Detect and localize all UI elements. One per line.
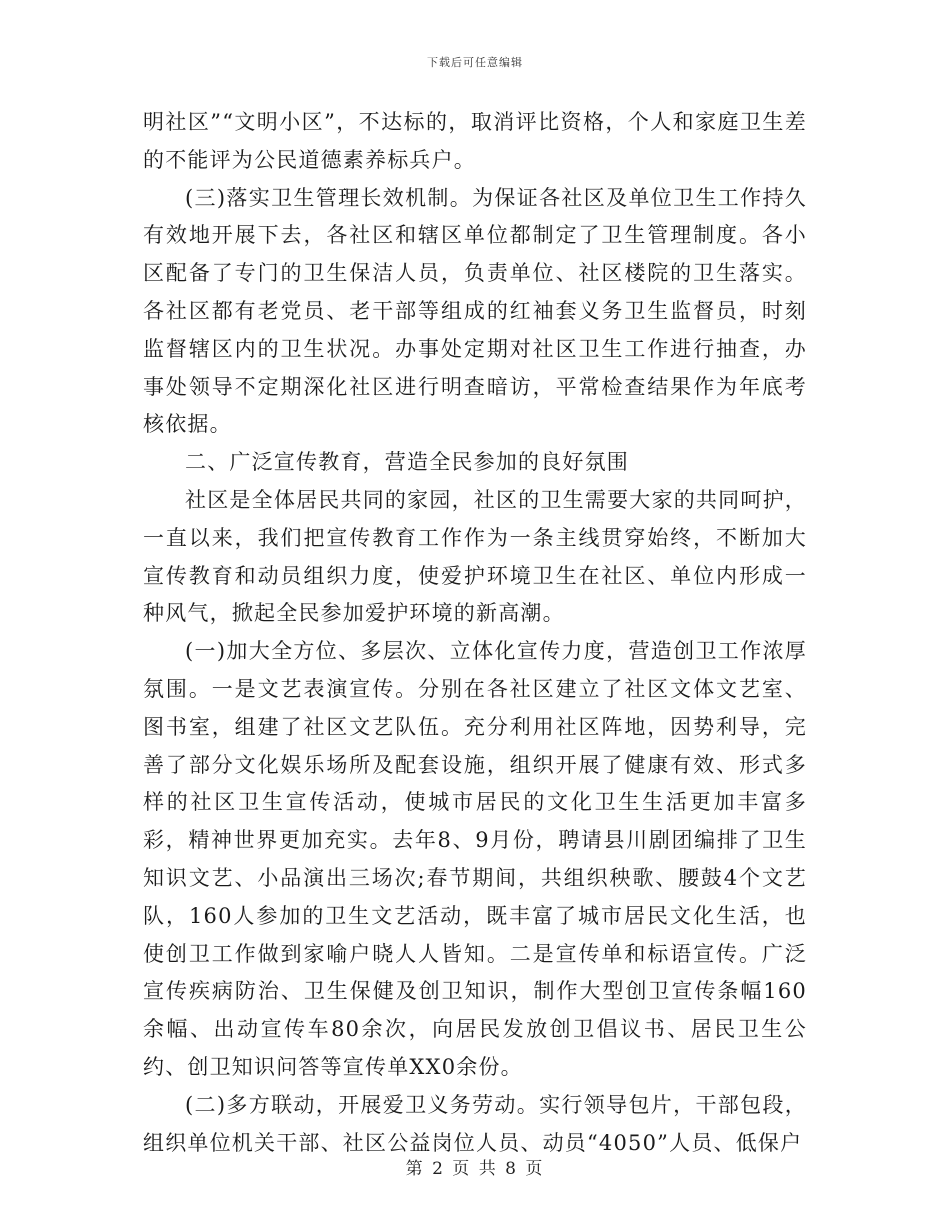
paragraph-subsection-1: (一)加大全方位、多层次、立体化宣传力度，营造创卫工作浓厚氛围。一是文艺表演宣传。分别在各社区建立了社区文体文艺室、图书室，组建了社区文艺队伍。充分利用社区阵地，因势利导，完善了部分文化娱乐场所及配套设施，组织开展了健康有效、形式多样的社区卫生宣传活动，使城市居民的文化卫生生活更加丰富多彩，精神世界更加充实。去年8、9月份，聘请县川剧团编排了卫生知识文艺、小品演出三场次;春节期间，共组织秧歌、腰鼓4个文艺队，160人参加的卫生文艺活动，既丰富了城市居民文化生活，也使创卫工作做到家喻户晓人人皆知。二是宣传单和标语宣传。广泛宣传疾病防治、卫生保健及创卫知识，制作大型创卫宣传条幅160余幅、出动宣传车80余次，向居民发放创卫倡议书、居民卫生公约、创卫知识问答等宣传单XX0余份。 [143, 639, 807, 1079]
paragraph-section-3: (三)落实卫生管理长效机制。为保证各社区及单位卫生工作持久有效地开展下去，各社区和辖区单位都制定了卫生管理制度。各小区配备了专门的卫生保洁人员，负责单位、社区楼院的卫生落实。各社区都有老党员、老干部等组成的红袖套义务卫生监督员，时刻监督辖区内的卫生状况。办事处定期对社区卫生工作进行抽查，办事处领导不定期深化社区进行明查暗访，平常检查结果作为年底考核依据。 [143, 185, 807, 437]
page-number: 第 2 页 共 8 页 [405, 1159, 545, 1179]
paragraph-continuation: 明社区”“文明小区”，不达标的，取消评比资格，个人和家庭卫生差的不能评为公民道德素养标兵户。 [143, 110, 807, 172]
document-body [143, 104, 807, 1162]
page-header: 下载后可任意编辑 [427, 56, 523, 69]
paragraph-subsection-2: (二)多方联动，开展爱卫义务劳动。实行领导包片，干部包段，组织单位机关干部、社区公益岗位人员、动员“4050”人员、低保户 [143, 1092, 807, 1155]
section-heading-2: 二、广泛宣传教育，营造全民参加的良好氛围 [185, 450, 629, 475]
paragraph-community: 社区是全体居民共同的家园，社区的卫生需要大家的共同呵护，一直以来，我们把宣传教育工作作为一条主线贯穿始终，不断加大宣传教育和动员组织力度，使爱护环境卫生在社区、单位内形成一种风气，掀起全民参加爱护环境的新高潮。 [143, 487, 807, 626]
